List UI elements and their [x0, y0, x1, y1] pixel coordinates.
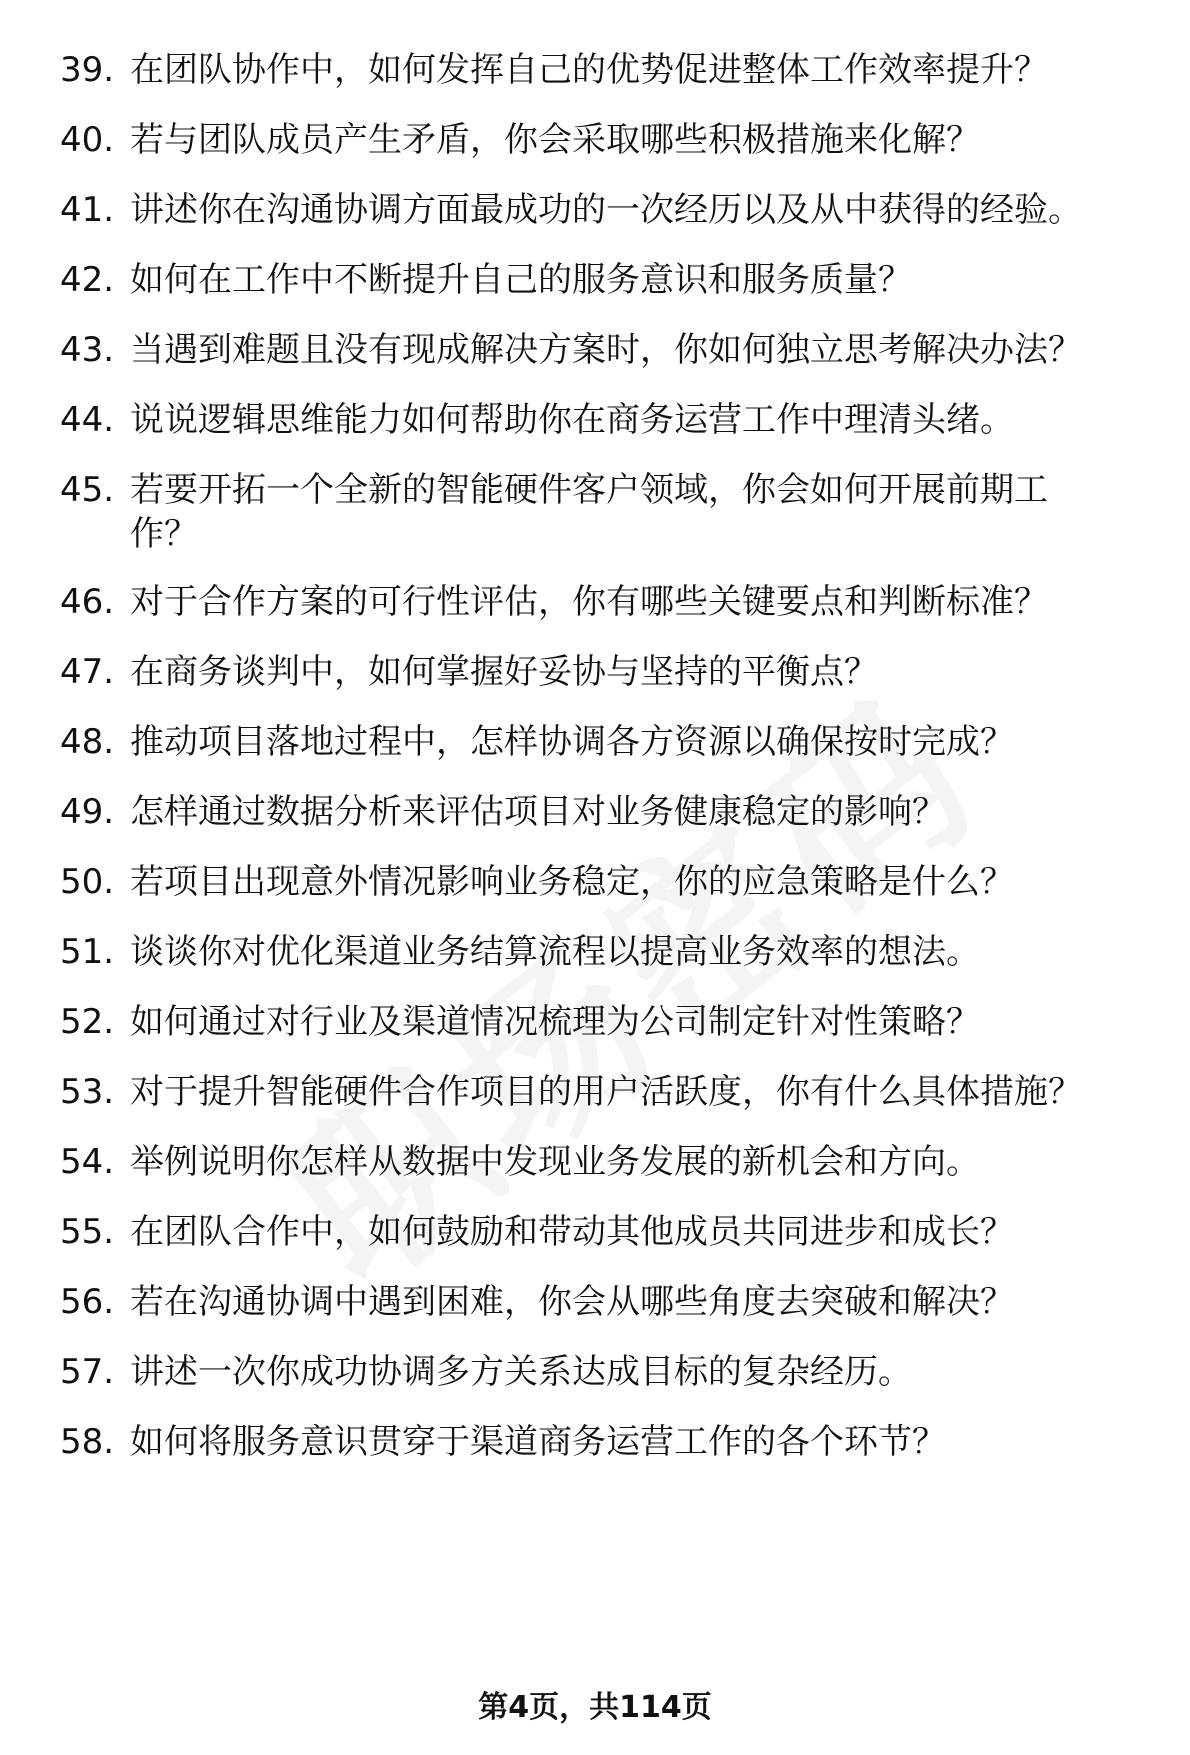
- question-number: 46.: [60, 582, 115, 622]
- question-number: 42.: [60, 260, 115, 300]
- question-text: 推动项目落地过程中，怎样协调各方资源以确保按时完成？: [130, 722, 1014, 762]
- question-text: 当遇到难题且没有现成解决方案时，你如何独立思考解决办法？: [130, 330, 1082, 370]
- question-number: 58.: [60, 1422, 115, 1462]
- question-text: 在团队合作中，如何鼓励和带动其他成员共同进步和成长？: [130, 1212, 1014, 1252]
- question-item: [60, 258, 1140, 302]
- question-item: [60, 118, 1140, 162]
- question-item: [60, 1140, 1140, 1184]
- question-item: [60, 1420, 1140, 1464]
- question-text: 若与团队成员产生矛盾，你会采取哪些积极措施来化解？: [130, 120, 980, 160]
- question-text: 举例说明你怎样从数据中发现业务发展的新机会和方向。: [130, 1142, 980, 1182]
- question-text: 谈谈你对优化渠道业务结算流程以提高业务效率的想法。: [130, 932, 980, 972]
- question-text: 若项目出现意外情况影响业务稳定，你的应急策略是什么？: [130, 862, 1014, 902]
- question-text: 如何在工作中不断提升自己的服务意识和服务质量？: [130, 260, 912, 300]
- question-number: 56.: [60, 1282, 115, 1322]
- question-item: [60, 1280, 1140, 1324]
- question-number: 53.: [60, 1072, 115, 1112]
- question-number: 44.: [60, 400, 115, 440]
- question-item: [60, 48, 1140, 92]
- question-text: 如何将服务意识贯穿于渠道商务运营工作的各个环节？: [130, 1422, 946, 1462]
- question-item: [60, 1000, 1140, 1044]
- question-number: 48.: [60, 722, 115, 762]
- question-text: 讲述一次你成功协调多方关系达成目标的复杂经历。: [130, 1352, 912, 1392]
- question-number: 51.: [60, 932, 115, 972]
- question-number: 45.: [60, 470, 115, 510]
- question-item: [60, 580, 1140, 624]
- question-number: 54.: [60, 1142, 115, 1182]
- question-number: 39.: [60, 50, 115, 90]
- question-item: [60, 790, 1140, 834]
- question-text: 若在沟通协调中遇到困难，你会从哪些角度去突破和解决？: [130, 1282, 1014, 1322]
- question-text: 讲述你在沟通协调方面最成功的一次经历以及从中获得的经验。: [130, 190, 1082, 230]
- question-item: [60, 1210, 1140, 1254]
- question-text: 在团队协作中，如何发挥自己的优势促进整体工作效率提升？: [130, 50, 1048, 90]
- question-number: 49.: [60, 792, 115, 832]
- question-item: [60, 398, 1140, 442]
- question-text: 若要开拓一个全新的智能硬件客户领域，你会如何开展前期工 作？: [130, 470, 1048, 554]
- question-text: 怎样通过数据分析来评估项目对业务健康稳定的影响？: [130, 792, 946, 832]
- question-item: [60, 860, 1140, 904]
- page-footer: 第4页，共114页: [478, 1690, 712, 1725]
- question-number: 52.: [60, 1002, 115, 1042]
- question-item: [60, 468, 1140, 556]
- question-item: [60, 650, 1140, 694]
- question-text: 说说逻辑思维能力如何帮助你在商务运营工作中理清头绪。: [130, 400, 1014, 440]
- question-text: 如何通过对行业及渠道情况梳理为公司制定针对性策略？: [130, 1002, 980, 1042]
- question-text: 对于合作方案的可行性评估，你有哪些关键要点和判断标准？: [130, 582, 1048, 622]
- question-number: 47.: [60, 652, 115, 692]
- question-number: 41.: [60, 190, 115, 230]
- question-text: 在商务谈判中，如何掌握好妥协与坚持的平衡点？: [130, 652, 878, 692]
- question-number: 40.: [60, 120, 115, 160]
- question-number: 57.: [60, 1352, 115, 1392]
- question-item: [60, 720, 1140, 764]
- question-item: [60, 188, 1140, 232]
- question-item: [60, 328, 1140, 372]
- question-item: [60, 930, 1140, 974]
- question-number: 55.: [60, 1212, 115, 1252]
- question-number: 43.: [60, 330, 115, 370]
- question-item: [60, 1350, 1140, 1394]
- question-number: 50.: [60, 862, 115, 902]
- question-text: 对于提升智能硬件合作项目的用户活跃度，你有什么具体措施？: [130, 1072, 1082, 1112]
- question-item: [60, 1070, 1140, 1114]
